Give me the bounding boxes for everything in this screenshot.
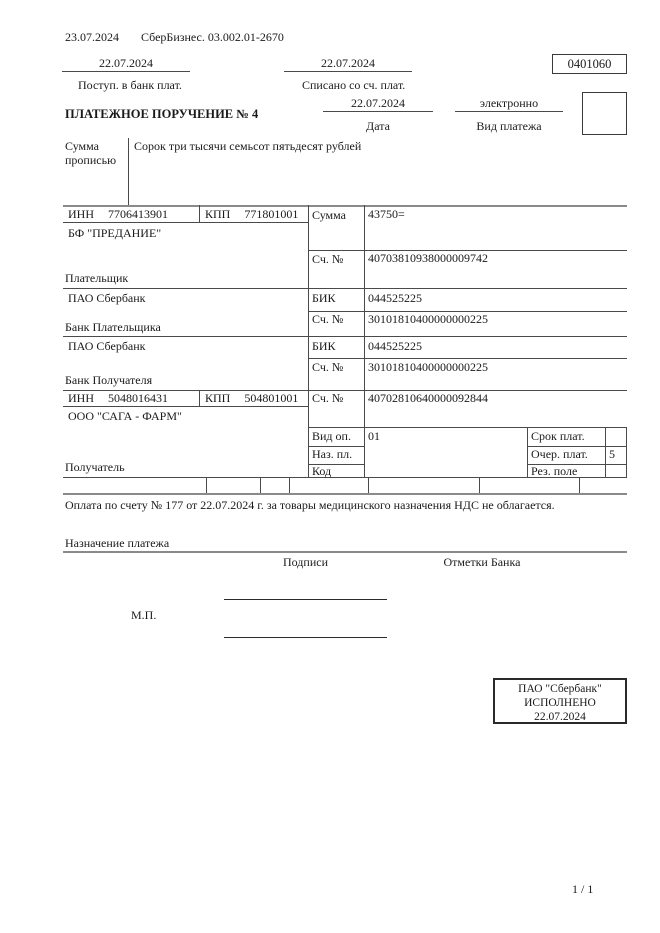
divider-line (63, 551, 627, 553)
divider-line (605, 427, 606, 477)
payer-bank-bik-label: БИК (312, 291, 336, 305)
payment-kind-label: Вид платежа (476, 119, 542, 133)
divider-line (260, 477, 261, 493)
debited-from-account-date: 22.07.2024 (284, 57, 412, 72)
payee-kpp-cell (205, 392, 298, 406)
payee-bank-section-label: Банк Получателя (65, 373, 153, 387)
purpose-code-label: Наз. пл. (312, 447, 353, 461)
divider-line (199, 390, 200, 406)
divider-line (63, 406, 308, 407)
divider-line (308, 358, 627, 359)
divider-line (199, 205, 200, 222)
payer-section-label: Плательщик (65, 271, 129, 285)
payer-kpp-cell (205, 208, 298, 222)
due-date-label: Срок плат. (531, 429, 585, 443)
payee-inn-cell (68, 392, 168, 406)
payee-name: ООО "САГА - ФАРМ" (68, 409, 182, 423)
divider-line (206, 477, 207, 493)
amount-in-words-value: Сорок три тысячи семьсот пятьдесят рублей (134, 139, 362, 153)
payment-kind-value: электронно (455, 97, 563, 112)
divider-line (63, 288, 627, 289)
system-reference: СберБизнес. 03.002.01-2670 (141, 30, 284, 44)
received-in-bank-label: Поступ. в банк плат. (78, 78, 182, 92)
amount-in-words-label: Сумма прописью (65, 139, 117, 167)
payer-inn-label: ИНН (68, 207, 94, 221)
divider-line (289, 477, 290, 493)
divider-line (579, 477, 580, 493)
signature-line (224, 599, 387, 600)
payee-bank-account-value: 30101810400000000225 (368, 360, 488, 374)
signature-line (224, 637, 387, 638)
divider-line (308, 205, 309, 477)
reserve-field-label: Рез. поле (531, 464, 578, 478)
op-type-label: Вид оп. (312, 429, 351, 443)
payee-account-value: 40702810640000092844 (368, 391, 488, 405)
payer-kpp-label: КПП (205, 207, 231, 221)
op-type-value: 01 (368, 429, 380, 443)
divider-line (308, 427, 627, 428)
payee-section-label: Получатель (65, 460, 125, 474)
payee-bank-bik-label: БИК (312, 339, 336, 353)
payer-name: БФ "ПРЕДАНИЕ" (68, 226, 162, 240)
payee-bank-name: ПАО Сбербанк (68, 339, 146, 353)
bank-execution-stamp (493, 678, 627, 724)
document-title: ПЛАТЕЖНОЕ ПОРУЧЕНИЕ № 4 (65, 107, 259, 121)
stamp-date: 22.07.2024 (534, 711, 586, 724)
divider-line (527, 427, 528, 477)
divider-line (368, 477, 369, 493)
seal-place-label: М.П. (131, 608, 157, 622)
payer-kpp-value: 771801001 (244, 207, 299, 221)
amount-label: Сумма (312, 208, 346, 222)
payee-inn-label: ИНН (68, 391, 94, 405)
form-code-box: 0401060 (552, 54, 627, 74)
amount-value: 43750= (368, 207, 405, 221)
divider-line (63, 222, 308, 223)
document-date: 22.07.2024 (323, 97, 433, 112)
creation-date: 23.07.2024 (65, 30, 119, 44)
code-label: Код (312, 464, 332, 478)
stamp-bank-name: ПАО "Сбербанк" (518, 683, 602, 695)
table-bottom-line (63, 493, 627, 495)
payment-purpose-label: Назначение платежа (65, 536, 170, 550)
priority-value: 5 (609, 447, 615, 461)
empty-code-box (582, 92, 627, 135)
payer-account-value: 40703810938000009742 (368, 251, 488, 265)
stamp-status: ИСПОЛНЕНО (524, 697, 596, 710)
received-in-bank-date: 22.07.2024 (62, 57, 190, 72)
divider-line (364, 205, 365, 477)
payee-account-label: Сч. № (312, 391, 344, 405)
payee-bank-account-label: Сч. № (312, 360, 344, 374)
divider-line (63, 336, 627, 337)
payer-inn-cell (68, 208, 168, 222)
date-label: Дата (366, 119, 390, 133)
payee-kpp-label: КПП (205, 391, 231, 405)
payee-bank-bik-value: 044525225 (368, 339, 422, 353)
divider-line (626, 427, 627, 477)
payee-inn-value: 5048016431 (108, 391, 168, 405)
payer-bank-account-value: 30101810400000000225 (368, 312, 488, 326)
payment-purpose-text: Оплата по счету № 177 от 22.07.2024 г. за товары медицинского назначения НДС не облагается. (65, 498, 555, 512)
payer-account-label: Сч. № (312, 252, 344, 266)
divider-line (128, 138, 129, 206)
priority-label: Очер. плат. (531, 447, 588, 461)
document-meta-row (65, 31, 284, 45)
bank-marks-label: Отметки Банка (443, 555, 521, 569)
page-number: 1 / 1 (572, 882, 594, 896)
signatures-label: Подписи (282, 555, 329, 569)
payer-bank-account-label: Сч. № (312, 312, 344, 326)
payee-kpp-value: 504801001 (244, 391, 299, 405)
payer-bank-section-label: Банк Плательщика (65, 320, 161, 334)
payer-inn-value: 7706413901 (108, 207, 168, 221)
payer-bank-name: ПАО Сбербанк (68, 291, 146, 305)
debited-from-account-label: Списано со сч. плат. (302, 78, 406, 92)
payer-bank-bik-value: 044525225 (368, 291, 422, 305)
divider-line (479, 477, 480, 493)
